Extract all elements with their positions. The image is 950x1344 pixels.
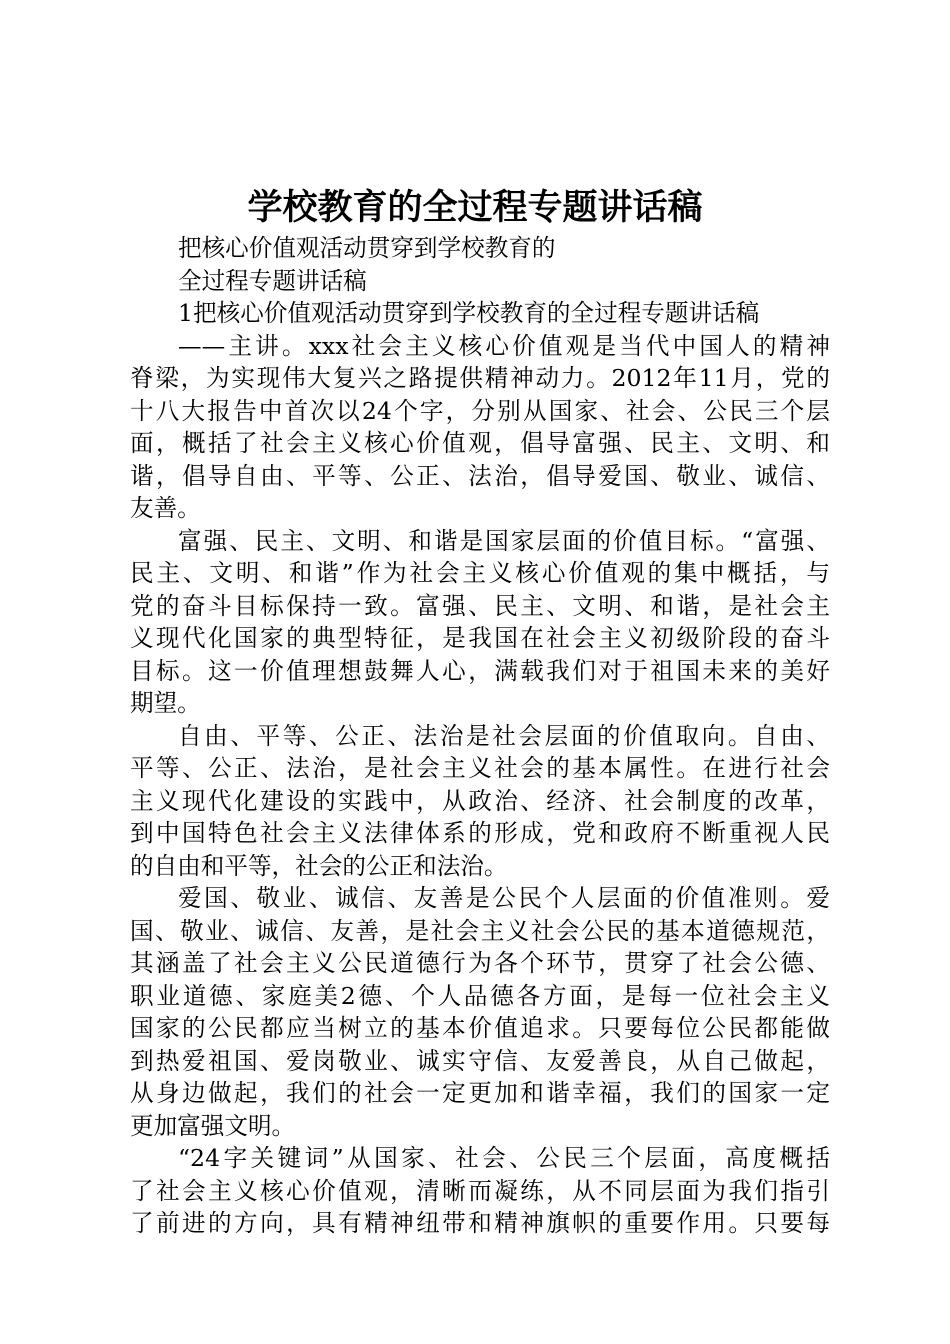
text-line: 谐，倡导自由、平等、公正、法治，倡导爱国、敬业、诚信、: [130, 461, 830, 490]
text-line: 民主、文明、和谐”作为社会主义核心价值观的集中概括，与: [130, 559, 830, 587]
text-line: ——主讲。xxx社会主义核心价值观是当代中国人的精神: [178, 331, 830, 360]
text-line: 党的奋斗目标保持一致。富强、民主、文明、和谐，是社会主: [130, 591, 830, 620]
text-line: 脊梁，为实现伟大复兴之路提供精神动力。2012年11月，党的: [130, 364, 830, 392]
text-line: 十八大报告中首次以24个字，分别从国家、社会、公民三个层: [130, 396, 830, 425]
text-line: 了前进的方向，具有精神纽带和精神旗帜的重要作用。只要每: [130, 1209, 830, 1237]
text-line: 其涵盖了社会主义公民道德行为各个环节，贯穿了社会公德、: [130, 949, 830, 977]
text-line: 从身边做起，我们的社会一定更加和谐幸福，我们的国家一定: [130, 1079, 830, 1107]
document-title: 学校教育的全过程专题讲话稿: [247, 187, 703, 228]
text-line: 到热爱祖国、爱岗敬业、诚实守信、友爱善良，从自己做起，: [130, 1046, 830, 1075]
text-line: 把核心价值观活动贯穿到学校教育的: [178, 234, 556, 262]
text-line: 爱国、敬业、诚信、友善是公民个人层面的价值准则。爱: [178, 884, 830, 912]
text-line: 了社会主义核心价值观，清晰而凝练，从不同层面为我们指引: [130, 1176, 830, 1205]
text-line: “24字关键词”从国家、社会、公民三个层面，高度概括: [178, 1144, 830, 1172]
text-line: 的自由和平等，社会的公正和法治。: [130, 851, 508, 880]
text-line: 平等、公正、法治，是社会主义社会的基本属性。在进行社会: [130, 754, 830, 782]
text-line: 自由、平等、公正、法治是社会层面的价值取向。自由、: [178, 721, 830, 750]
text-line: 1把核心价值观活动贯穿到学校教育的全过程专题讲话稿: [178, 299, 760, 327]
text-line: 主义现代化建设的实践中，从政治、经济、社会制度的改革，: [130, 786, 830, 815]
text-line: 面，概括了社会主义核心价值观，倡导富强、民主、文明、和: [130, 429, 830, 457]
text-line: 义现代化国家的典型特征，是我国在社会主义初级阶段的奋斗: [130, 624, 830, 652]
text-line: 全过程专题讲话稿: [178, 266, 367, 295]
document-body: [130, 232, 830, 1240]
text-line: 国、敬业、诚信、友善，是社会主义社会公民的基本道德规范，: [130, 916, 830, 945]
text-line: 国家的公民都应当树立的基本价值追求。只要每位公民都能做: [130, 1014, 830, 1042]
text-line: 期望。: [130, 689, 201, 717]
text-line: 更加富强文明。: [130, 1111, 296, 1140]
text-line: 友善。: [130, 494, 201, 522]
text-line: 富强、民主、文明、和谐是国家层面的价值目标。“富强、: [178, 526, 830, 555]
text-line: 职业道德、家庭美2德、个人品德各方面，是每一位社会主义: [130, 981, 830, 1010]
text-line: 目标。这一价值理想鼓舞人心，满载我们对于祖国未来的美好: [130, 656, 830, 685]
text-line: 到中国特色社会主义法律体系的形成，党和政府不断重视人民: [130, 819, 830, 847]
